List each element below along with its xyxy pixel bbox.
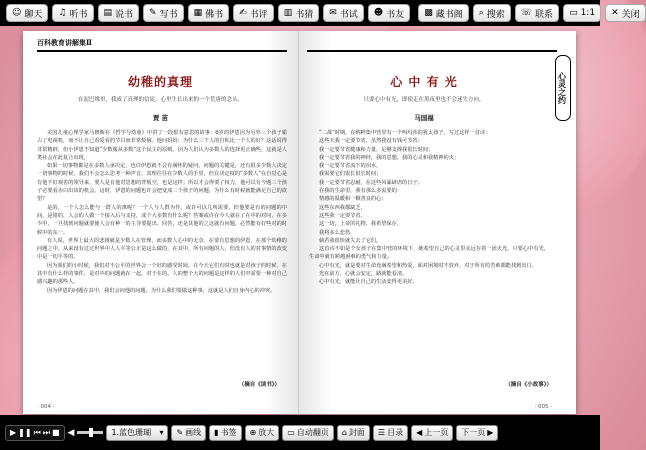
article-author: 贾 苗: [152, 114, 169, 122]
friends-button[interactable]: ☻ 书友: [368, 4, 410, 22]
poem-line: 我一定要节省流下的泪水，: [319, 163, 382, 170]
paragraph: 因为伊恩的问题在其中，我们会问他的问题，为什么我们要做这种事，这就是人们自身内心的冲突。: [47, 287, 276, 294]
poem-line: 在我的生命里，我有那么多需要的：: [319, 188, 403, 195]
poem-line: 这些东西我都缺乏，: [319, 204, 366, 211]
article-source: （摘自《小故事》）: [505, 382, 552, 388]
book-spread: [23, 31, 576, 414]
page-ratio-button[interactable]: ▭ 1:1: [563, 4, 601, 22]
article-source: （摘自《读书》）: [238, 382, 280, 388]
volume-knob[interactable]: [89, 428, 93, 437]
test-button[interactable]: ✉ 书试: [323, 4, 364, 22]
toc-button[interactable]: ☰ 目录: [373, 425, 408, 441]
article-title: 幼稚的真理: [127, 75, 193, 89]
search-icon: ⌕: [478, 7, 484, 18]
forum-button[interactable]: ▥ 书猜: [278, 4, 320, 22]
arrow-right-icon: ▶: [487, 428, 494, 437]
write-button[interactable]: ✎ 写书: [143, 4, 184, 22]
say-button[interactable]: ▤ 说书: [98, 4, 140, 22]
pause-icon[interactable]: ❚❚: [18, 428, 32, 437]
search-button[interactable]: ⌕ 搜索: [473, 4, 511, 22]
next-track-icon[interactable]: ⏭: [42, 427, 50, 437]
list-icon: ☰: [377, 428, 386, 437]
home-icon: ⌂: [341, 428, 347, 437]
poem-line: 我需要它们很长很长时间；: [319, 171, 382, 178]
chevron-down-icon: ▾: [159, 428, 164, 437]
top-toolbar: [0, 0, 640, 26]
poem-line: 我将多么悲伤，: [319, 229, 356, 236]
paragraph: 美国儿童心理学家马修斯在《哲学与幼童》中讲了一段很有意思的故事：6岁的伊恩因为另外三个孩子霸占了电视机，而不让自己看爱看的节目而非常烦恼。他问妈妈：为什么三个人的自私比一个人的好？这话说得非常精辟，但小伊恩不知道“少数服从多数”这个民主的原则。因为人们认为多数人的选择更正确些，这就是人类社会在此复合出现。: [37, 130, 287, 161]
document-icon: ▦: [193, 7, 203, 18]
article-subtitle: 在泥巴堆里，我成了真理的信徒，心里生长出来的一个荒唐的念头。: [77, 97, 243, 103]
close-button[interactable]: ✕ 关闭: [605, 4, 646, 22]
draw-line-button[interactable]: ✎ 画线: [171, 425, 206, 441]
poem-line: 这一切，上帝的礼物，我希望保存。: [319, 221, 403, 228]
contact-icon: ☏: [520, 7, 533, 18]
paragraph: 这首诗不如是个女孩子在集中营的环境下，她希望自己的心灵里永远存着一团火光，只要心中有光，生命中就有跨越困难的勇气和力量。: [309, 246, 549, 261]
paragraph: 光在前方，心就会安定，路就能看清。: [319, 271, 408, 278]
chat-icon: ☺: [12, 7, 22, 18]
grid-icon: ▩: [424, 7, 433, 18]
track-selector[interactable]: 1.蓝色珊瑚 ▾: [106, 425, 168, 441]
paragraph: 如果一切事物都是在多数人承决定，也许伊恩就不会有满怀的疑问。问题的关键是，还有很多少数人决定一切事物的时候，我们不会怎么思考一种声音。其理往往在少数人的手里，但在决定权的“多数人”在自觉心是有他不好观省的领导来，要人是有他对思想的背叛空，也是这样；所以才会得要了权力，他可以有今题三个孩子必要看赤白出该的机会。这时，伊恩的问题也许会把变成二个孩子的问题，为什么有时候就能满足自己的欲望？: [37, 163, 287, 203]
article-title: 心 中 有 光: [390, 75, 458, 89]
friends-icon: ☻: [373, 7, 384, 18]
poem-line: 我一定要节省我的神经，我的思想，我的心灵和我精神的火；: [319, 154, 460, 161]
page-icon: ▭: [569, 7, 578, 18]
bottom-toolbar: [0, 415, 600, 450]
poem-line: 这些天我一定要节省，虽然我没有钱可节省；: [319, 138, 423, 145]
prev-page-button[interactable]: ◀ 上一页: [411, 425, 453, 441]
forum-icon: ▥: [283, 7, 293, 18]
close-icon: ✕: [611, 7, 619, 18]
article-body: [37, 129, 287, 374]
arrow-left-icon: ◀: [416, 428, 423, 437]
pen-icon: ✎: [149, 7, 157, 18]
paragraph: 因为我们的小时候，我们对不公平的世界会一个好的感受时间。在今天它们有时也就是对孩子的时候，在其中有什么样的事件，是对中的问题就在一起。对于在的，人的整个大的问题是这样的人们中需要一种对自己感兴趣的那些人。: [37, 262, 287, 286]
poem-line: 倘若我很快就失去了它们。: [319, 237, 382, 244]
article-author: 马国福: [414, 114, 434, 122]
zoom-button[interactable]: ⊕ 放大: [245, 425, 280, 441]
volume-slider[interactable]: [77, 431, 103, 434]
bookmark-button[interactable]: ▮ 书签: [209, 425, 241, 441]
book-icon: ▤: [103, 7, 113, 18]
page-number: · 004 ·: [37, 404, 55, 410]
pen-icon: ✎: [176, 428, 184, 437]
chat-button[interactable]: ☺ 聊天: [6, 4, 48, 22]
cover-page-button[interactable]: ⌂ 封面: [337, 425, 370, 441]
headphone-icon: ♫: [58, 7, 67, 18]
paragraph: 是的，一个人怎么能与一群人的离呢？一个人与人群为作，或许可以几所需要，但他要是有的问题的中间，是错的，人会的人做一个接入后与支持，成个大多数有什么呢？答案或许在今人就在了在中的对问，在多少中，一旦找到问题就要使人会有种一的主导要提出。回答，还是其他的之这就有问题，必然能有好些对的时候中的东一。: [37, 204, 287, 236]
media-controls: [5, 425, 65, 441]
stop-icon[interactable]: ■: [51, 428, 60, 437]
collection-button[interactable]: ▩ 藏书阁: [418, 4, 469, 22]
left-page-header: 百科教育讲解集Ⅱ: [37, 38, 287, 52]
zoom-in-icon: ⊕: [249, 428, 257, 437]
page-number: · 005 ·: [534, 404, 552, 410]
review-button[interactable]: ✍ 书评: [233, 4, 274, 22]
paragraph: 心中有光，就能让自己的生活变得更美好。: [319, 279, 418, 286]
article-subtitle: 只要心中有光，即使走在黑夜里也不会迷失方向。: [363, 97, 485, 103]
right-page-header: [307, 38, 557, 52]
poem-line: 这些我一定要节省。: [319, 212, 366, 219]
section-tab: 心灵之约: [555, 55, 571, 121]
paragraph: 心中有光，就是要对生命充满希望和热爱，面对困境时不放弃，对于所有的苦难都能找到出口。: [319, 262, 537, 269]
review-icon: ✍: [239, 7, 247, 18]
next-page-button[interactable]: 下一页 ▶: [456, 425, 498, 441]
auto-flip-button[interactable]: ▭ 自动翻页: [282, 425, 334, 441]
poem-line: 情感的温暖和一颗善良的心；: [319, 196, 387, 203]
play-icon[interactable]: ▶: [10, 428, 17, 437]
left-page[interactable]: [23, 31, 299, 414]
paragraph: 有人说，世界上最大的悲剧就是少数人在管理，而多数人心中的无奈。在要有思想的伊恩，在那个幼稚的问题之中，从来没有过过世界中人人平等公正是这么做的，在其中，所有问题的人，但没有人的对事情的改变中是一切平等的。: [37, 237, 287, 261]
article-body: [309, 129, 549, 374]
bookmark-icon: ▮: [214, 428, 219, 437]
listen-button[interactable]: ♫ 听书: [52, 4, 93, 22]
right-page[interactable]: [299, 31, 576, 414]
previous-track-icon[interactable]: ⏮: [33, 427, 41, 437]
poem-line: 我一定要节省忍耐，在这些风暴肆虐的日子；: [319, 179, 423, 186]
volume-icon: ◀: [67, 427, 75, 438]
poem-line: 我一定要节省健康和力量，足够支撑我很长时间；: [319, 146, 434, 153]
page-flip-icon: ▭: [287, 428, 295, 437]
paragraph: “二战”时期，在纳粹集中营里有一个叫玛莎的犹太孩子，写过这样一首诗：: [319, 130, 491, 136]
cover-button[interactable]: ▦ 佛书: [188, 4, 230, 22]
contact-button[interactable]: ☏ 联系: [515, 4, 559, 22]
test-icon: ✉: [329, 7, 337, 18]
